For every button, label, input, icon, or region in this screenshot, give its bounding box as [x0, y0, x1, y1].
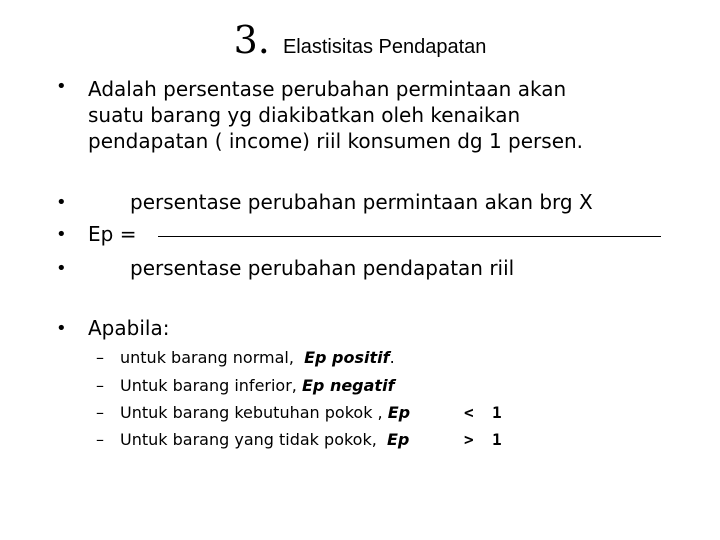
- list-dash: –: [96, 348, 104, 367]
- title-number: 3.: [233, 18, 270, 62]
- list-item-text: Untuk barang yang tidak pokok,: [120, 430, 377, 449]
- bullet-dot: •: [56, 224, 67, 245]
- comparison-symbol: >: [464, 430, 474, 449]
- list-dash: –: [96, 403, 104, 422]
- list-item-ep: Ep negatif: [301, 376, 395, 395]
- apabila-heading: Apabila:: [88, 316, 170, 340]
- list-item-ep: Ep positif: [304, 348, 390, 367]
- definition-line-1: Adalah persentase perubahan permintaan akan: [88, 77, 567, 101]
- definition-line-3: pendapatan ( income) riil konsumen dg 1 persen.: [88, 129, 584, 153]
- bullet-dot: •: [56, 76, 67, 97]
- list-dash: –: [96, 430, 104, 449]
- list-item-suffix: .: [389, 348, 395, 367]
- comparison-value: 1: [492, 430, 502, 449]
- list-item-text: untuk barang normal,: [120, 348, 294, 367]
- formula-label: Ep =: [88, 222, 137, 246]
- comparison-symbol: <: [464, 403, 474, 422]
- comparison-value: 1: [492, 403, 502, 422]
- bullet-dot: •: [56, 318, 67, 339]
- slide-title: [0, 18, 720, 62]
- list-item-ep: Ep: [387, 403, 411, 422]
- list-dash: –: [96, 376, 104, 395]
- title-text: Elastisitas Pendapatan: [282, 36, 487, 58]
- formula-denominator: persentase perubahan pendapatan riil: [130, 256, 515, 280]
- bullet-dot: •: [56, 192, 67, 213]
- list-item-ep: Ep: [386, 430, 410, 449]
- formula-numerator: persentase perubahan permintaan akan brg X: [130, 190, 593, 214]
- list-item-text: Untuk barang kebutuhan pokok ,: [120, 403, 383, 422]
- definition-paragraph: [88, 76, 688, 154]
- fraction-line: [158, 236, 661, 237]
- list-item-text: Untuk barang inferior,: [120, 376, 297, 395]
- definition-line-2: suatu barang yg diakibatkan oleh kenaikan: [88, 103, 521, 127]
- bullet-dot: •: [56, 258, 67, 279]
